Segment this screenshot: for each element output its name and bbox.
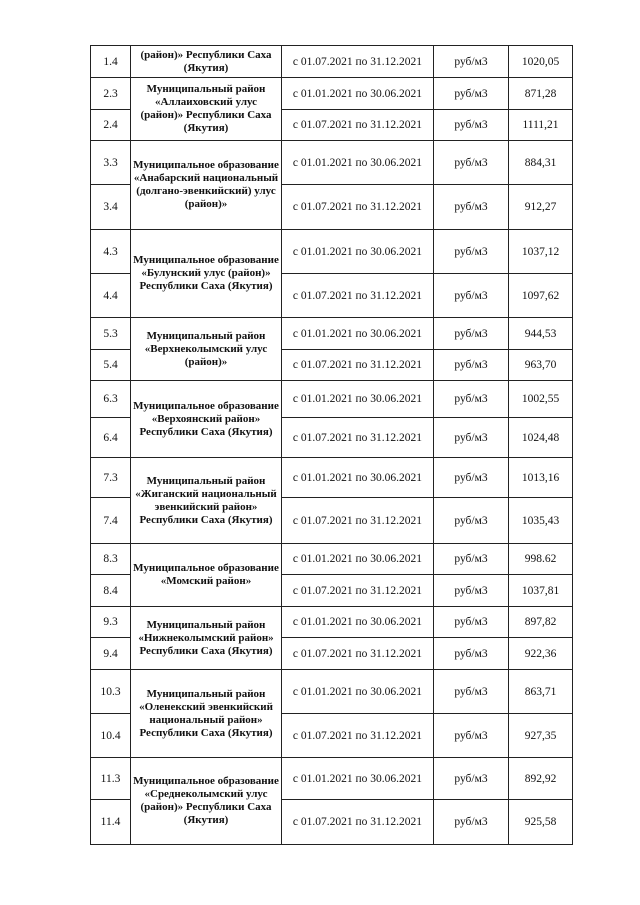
table-row	[91, 544, 573, 575]
units: руб/м3	[434, 670, 509, 714]
tariff-value: 892,92	[509, 758, 573, 800]
units: руб/м3	[434, 498, 509, 544]
tariff-value: 884,31	[509, 141, 573, 185]
units: руб/м3	[434, 381, 509, 418]
row-number: 6.3	[91, 381, 131, 418]
row-number: 4.3	[91, 230, 131, 274]
tariff-period: с 01.07.2021 по 31.12.2021	[282, 418, 434, 458]
tariff-period: с 01.01.2021 по 30.06.2021	[282, 78, 434, 110]
row-number: 10.4	[91, 714, 131, 758]
tariff-period: с 01.01.2021 по 30.06.2021	[282, 544, 434, 575]
units: руб/м3	[434, 110, 509, 141]
row-number: 4.4	[91, 274, 131, 318]
units: руб/м3	[434, 141, 509, 185]
units: руб/м3	[434, 638, 509, 670]
municipality-name: Муниципальный район «Оленекский эвенкийский национальный район» Республики Саха (Якутия)	[131, 670, 282, 758]
municipality-name: Муниципальный район «Нижнеколымский район» Республики Саха (Якутия)	[131, 607, 282, 670]
units: руб/м3	[434, 800, 509, 845]
units: руб/м3	[434, 758, 509, 800]
row-number: 7.4	[91, 498, 131, 544]
tariff-period: с 01.07.2021 по 31.12.2021	[282, 714, 434, 758]
row-number: 8.3	[91, 544, 131, 575]
tariff-value: 1013,16	[509, 458, 573, 498]
units: руб/м3	[434, 714, 509, 758]
tariff-table	[90, 45, 573, 845]
municipality-name: Муниципальное образование «Анабарский национальный (долгано-эвенкийский) улус (район)»	[131, 141, 282, 230]
tariff-value: 1037,12	[509, 230, 573, 274]
tariff-period: с 01.07.2021 по 31.12.2021	[282, 575, 434, 607]
tariff-value: 963,70	[509, 350, 573, 381]
tariff-value: 1037,81	[509, 575, 573, 607]
tariff-value: 922,36	[509, 638, 573, 670]
row-number: 5.4	[91, 350, 131, 381]
tariff-value: 1111,21	[509, 110, 573, 141]
tariff-period: с 01.07.2021 по 31.12.2021	[282, 800, 434, 845]
row-number: 10.3	[91, 670, 131, 714]
row-number: 7.3	[91, 458, 131, 498]
table-row	[91, 141, 573, 185]
municipality-name: Муниципальный район «Жиганский национальный эвенкийский район» Республики Саха (Якутия)	[131, 458, 282, 544]
tariff-period: с 01.07.2021 по 31.12.2021	[282, 185, 434, 230]
tariff-value: 1097,62	[509, 274, 573, 318]
municipality-name: Муниципальное образование «Верхоянский район» Республики Саха (Якутия)	[131, 381, 282, 458]
row-number: 11.3	[91, 758, 131, 800]
table-row	[91, 381, 573, 418]
tariff-value: 925,58	[509, 800, 573, 845]
units: руб/м3	[434, 607, 509, 638]
row-number: 2.3	[91, 78, 131, 110]
tariff-table-body	[91, 46, 573, 845]
units: руб/м3	[434, 230, 509, 274]
tariff-value: 863,71	[509, 670, 573, 714]
units: руб/м3	[434, 544, 509, 575]
units: руб/м3	[434, 418, 509, 458]
table-row	[91, 78, 573, 110]
tariff-period: с 01.01.2021 по 30.06.2021	[282, 381, 434, 418]
table-row	[91, 758, 573, 800]
tariff-period: с 01.07.2021 по 31.12.2021	[282, 638, 434, 670]
tariff-value: 871,28	[509, 78, 573, 110]
table-row	[91, 607, 573, 638]
units: руб/м3	[434, 318, 509, 350]
table-row	[91, 670, 573, 714]
tariff-period: с 01.07.2021 по 31.12.2021	[282, 498, 434, 544]
tariff-period: с 01.01.2021 по 30.06.2021	[282, 758, 434, 800]
row-number: 2.4	[91, 110, 131, 141]
tariff-value: 1002,55	[509, 381, 573, 418]
tariff-period: с 01.01.2021 по 30.06.2021	[282, 607, 434, 638]
tariff-period: с 01.01.2021 по 30.06.2021	[282, 458, 434, 498]
tariff-value: 944,53	[509, 318, 573, 350]
municipality-name: (район)» Республики Саха (Якутия)	[131, 46, 282, 78]
units: руб/м3	[434, 78, 509, 110]
tariff-value: 1020,05	[509, 46, 573, 78]
municipality-name: Муниципальное образование «Момский район»	[131, 544, 282, 607]
row-number: 8.4	[91, 575, 131, 607]
row-number: 9.3	[91, 607, 131, 638]
units: руб/м3	[434, 575, 509, 607]
row-number: 5.3	[91, 318, 131, 350]
row-number: 9.4	[91, 638, 131, 670]
table-row	[91, 318, 573, 350]
tariff-period: с 01.07.2021 по 31.12.2021	[282, 110, 434, 141]
table-row	[91, 46, 573, 78]
units: руб/м3	[434, 274, 509, 318]
tariff-period: с 01.01.2021 по 30.06.2021	[282, 318, 434, 350]
tariff-period: с 01.07.2021 по 31.12.2021	[282, 350, 434, 381]
tariff-value: 912,27	[509, 185, 573, 230]
municipality-name: Муниципальное образование «Булунский улус (район)» Республики Саха (Якутия)	[131, 230, 282, 318]
tariff-period: с 01.01.2021 по 30.06.2021	[282, 230, 434, 274]
row-number: 3.4	[91, 185, 131, 230]
units: руб/м3	[434, 185, 509, 230]
row-number: 6.4	[91, 418, 131, 458]
tariff-period: с 01.07.2021 по 31.12.2021	[282, 46, 434, 78]
tariff-period: с 01.01.2021 по 30.06.2021	[282, 141, 434, 185]
municipality-name: Муниципальное образование «Среднеколымский улус (район)» Республики Саха (Якутия)	[131, 758, 282, 845]
units: руб/м3	[434, 458, 509, 498]
table-row	[91, 458, 573, 498]
tariff-value: 998.62	[509, 544, 573, 575]
row-number: 11.4	[91, 800, 131, 845]
tariff-value: 927,35	[509, 714, 573, 758]
units: руб/м3	[434, 46, 509, 78]
row-number: 1.4	[91, 46, 131, 78]
tariff-value: 897,82	[509, 607, 573, 638]
tariff-period: с 01.07.2021 по 31.12.2021	[282, 274, 434, 318]
municipality-name: Муниципальный район «Верхнеколымский улус (район)»	[131, 318, 282, 381]
table-row	[91, 230, 573, 274]
units: руб/м3	[434, 350, 509, 381]
row-number: 3.3	[91, 141, 131, 185]
municipality-name: Муниципальный район «Аллаиховский улус (район)» Республики Саха (Якутия)	[131, 78, 282, 141]
tariff-value: 1035,43	[509, 498, 573, 544]
tariff-value: 1024,48	[509, 418, 573, 458]
tariff-period: с 01.01.2021 по 30.06.2021	[282, 670, 434, 714]
